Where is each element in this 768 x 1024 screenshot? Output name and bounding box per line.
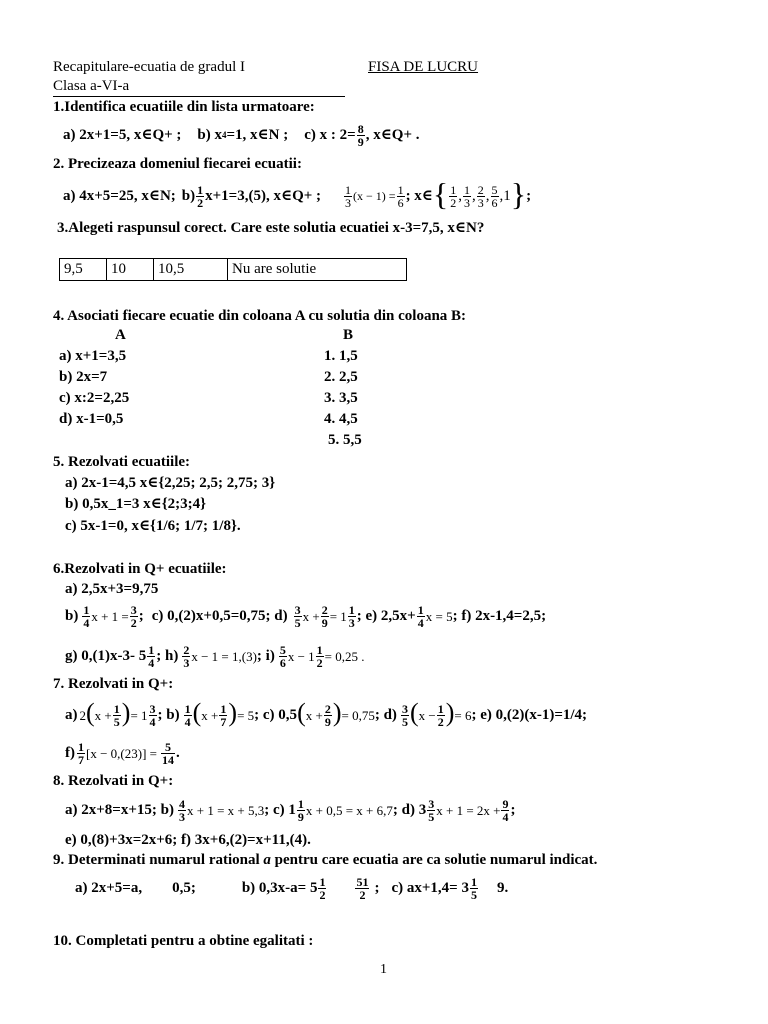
ex6-i-frac1: $\frac{5}{6}$ bbox=[279, 642, 286, 670]
ex7-c: ; c) 0,5 bbox=[254, 706, 298, 723]
ex2-c-fraction1 bbox=[344, 184, 352, 209]
ex2-end: ; bbox=[526, 187, 532, 204]
ex8-c-frac: $\frac{1}{9}$ bbox=[297, 796, 304, 824]
ex9-b: b) 0,3x-a= 5 bbox=[241, 879, 318, 896]
ex7-b-frac2: $\frac{1}{7}$ bbox=[220, 701, 227, 729]
ex6-b-frac2: $\frac{3}{2}$ bbox=[130, 602, 137, 630]
ex3-option-3[interactable]: 10,5 bbox=[154, 259, 228, 281]
ex2-set-open-brace: { bbox=[432, 176, 449, 212]
ex2-a: a) 4x+5=25, x∈N; bbox=[63, 187, 176, 204]
page-number: 1 bbox=[380, 962, 387, 977]
ex1-b-sup: 4 bbox=[222, 129, 227, 140]
ex5-item-b: b) 0,5x_1=3 x∈{2;3;4} bbox=[65, 496, 207, 512]
ex6-d-frac1: $\frac{3}{5}$ bbox=[294, 602, 301, 630]
ex4-a-item-4: d) x-1=0,5 bbox=[59, 411, 124, 427]
ex9-title-post: pentru care ecuatia are ca solutie numarul indicat. bbox=[270, 852, 598, 868]
ex7-d-frac1: $\frac{3}{5}$ bbox=[401, 701, 408, 729]
ex1-c-pre: c) x : 2= bbox=[304, 126, 356, 143]
ex2-items bbox=[63, 176, 531, 216]
ex2-c-post: ; x∈ bbox=[405, 187, 433, 204]
ex6-b-mid: x + 1 = bbox=[91, 608, 129, 624]
ex6-e-frac: $\frac{1}{4}$ bbox=[417, 602, 424, 630]
ex7-c-frac: $\frac{2}{9}$ bbox=[324, 701, 331, 729]
ex8-line-1 bbox=[65, 792, 515, 828]
ex3-option-1[interactable]: 9,5 bbox=[60, 259, 107, 281]
ex9-c-sol: 9. bbox=[496, 879, 509, 896]
ex7-c-open-paren: ( bbox=[297, 698, 306, 727]
ex3-answer-table bbox=[59, 258, 407, 281]
ex6-i: ; i) bbox=[256, 647, 275, 664]
ex7-f-frac1: $\frac{1}{7}$ bbox=[78, 739, 84, 767]
ex7-a-open-paren: ( bbox=[86, 698, 95, 727]
ex2-title: 2. Precizeaza domeniul fiecarei ecuatii: bbox=[53, 156, 302, 172]
ex6-f: ; f) 2x-1,4=2,5; bbox=[452, 607, 547, 624]
ex2-set-close-brace: } bbox=[510, 176, 527, 212]
header-right-title: FISA DE LUCRU bbox=[368, 59, 479, 75]
ex9-b-frac: $\frac{1}{2}$ bbox=[319, 874, 326, 902]
ex2-set-item-3: $\frac{2}{3}$ bbox=[477, 182, 484, 210]
ex7-a-frac2: $\frac{3}{4}$ bbox=[149, 701, 156, 729]
ex9-b-sol-frac: $\frac{51}{2}$ bbox=[356, 874, 369, 902]
ex4-title: 4. Asociati fiecare ecuatie din coloana A cu solutia din coloana B: bbox=[53, 308, 467, 324]
ex2-b-num: 1 bbox=[197, 182, 204, 197]
ex9-a: a) 2x+5=a, bbox=[75, 879, 143, 896]
ex8-line-2: e) 0,(8)+3x=2x+6; f) 3x+6,(2)=x+11,(4). bbox=[65, 832, 311, 848]
ex8-d-end: ; bbox=[510, 801, 516, 818]
ex6-g: g) 0,(1)x-3- 5 bbox=[65, 647, 147, 664]
ex4-a-item-2: b) 2x=7 bbox=[59, 369, 108, 385]
ex4-col-b-header: B bbox=[343, 327, 354, 343]
ex5-item-a: a) 2x-1=4,5 x∈{2,25; 2,5; 2,75; 3} bbox=[65, 475, 276, 491]
ex7-a: a) bbox=[65, 706, 78, 723]
ex7-f: f) bbox=[65, 744, 75, 761]
ex2-b-post: x+1=3,(5), x∈Q+ ; bbox=[205, 187, 322, 204]
ex9-b-end: ; bbox=[374, 879, 380, 896]
ex9-c: c) ax+1,4= 3 bbox=[391, 879, 469, 896]
ex3-option-2[interactable]: 10 bbox=[107, 259, 154, 281]
ex7-d-eq: = 6 bbox=[454, 707, 472, 723]
ex8-d-mid: x + 1 = 2x + bbox=[436, 802, 501, 818]
ex4-b-item-5: 5. 5,5 bbox=[328, 432, 362, 448]
ex7-b: ; b) bbox=[157, 706, 180, 723]
header-left-title: Recapitulare-ecuatia de gradul I bbox=[53, 59, 245, 75]
ex6-g-frac: $\frac{1}{4}$ bbox=[148, 642, 155, 670]
header-underline bbox=[53, 96, 345, 97]
ex6-h: ; h) bbox=[156, 647, 179, 664]
ex6-i-end: = 0,25 . bbox=[324, 648, 365, 664]
ex2-b-pre: b) bbox=[181, 187, 196, 204]
ex2-domain-set: { $\frac{1}{2}$ , $\frac{1}{3}$ , $\frac{2}{3}$ , $\frac{5}{6}$ , 1 } bbox=[432, 176, 527, 212]
ex7-e: ; e) 0,(2)(x-1)=1/4; bbox=[471, 706, 588, 723]
ex8-d-frac: $\frac{3}{5}$ bbox=[428, 796, 435, 824]
ex7-f-in: [x − 0,(23)] = bbox=[86, 745, 157, 761]
ex7-d-open-paren: ( bbox=[409, 698, 419, 727]
ex7-b-eq: = 5 bbox=[237, 707, 255, 723]
ex6-d-eq: = 1 bbox=[329, 608, 347, 624]
ex7-b-open-paren: ( bbox=[192, 698, 202, 727]
ex6-d-frac3: $\frac{1}{3}$ bbox=[348, 602, 355, 630]
ex7-line-2 bbox=[65, 736, 180, 770]
ex4-b-item-3: 3. 3,5 bbox=[324, 390, 358, 406]
ex7-d-frac2: $\frac{1}{2}$ bbox=[437, 701, 444, 729]
ex5-item-c: c) 5x-1=0, x∈{1/6; 1/7; 1/8}. bbox=[65, 518, 241, 534]
ex6-b-end: ; bbox=[138, 607, 144, 624]
header-class: Clasa a-VI-a bbox=[53, 78, 130, 94]
ex6-item-a: a) 2,5x+3=9,75 bbox=[65, 581, 159, 597]
ex7-c-eq: = 0,75 bbox=[341, 707, 375, 723]
ex4-b-item-2: 2. 2,5 bbox=[324, 369, 358, 385]
ex2-b-fraction bbox=[196, 184, 204, 209]
ex1-items bbox=[63, 120, 420, 150]
ex6-b-label: b) bbox=[65, 607, 79, 624]
ex6-i-mid: x − 1 bbox=[287, 648, 315, 664]
ex6-d-frac2: $\frac{2}{9}$ bbox=[321, 602, 328, 630]
ex4-b-item-1: 1. 1,5 bbox=[324, 348, 358, 364]
ex6-e-mid: x = 5 bbox=[425, 608, 453, 624]
ex2-c bbox=[343, 176, 532, 212]
ex7-d-in: x − bbox=[418, 707, 436, 723]
ex1-c-den: 9 bbox=[357, 134, 364, 149]
ex7-b-in: x + bbox=[201, 707, 219, 723]
ex6-line-b bbox=[65, 598, 546, 634]
ex2-c-den2: 6 bbox=[397, 195, 404, 210]
ex8-b-mid: x + 1 = x + 5,3 bbox=[186, 802, 265, 818]
ex3-title: 3.Alegeti raspunsul corect. Care este solutia ecuatiei x-3=7,5, x∈N? bbox=[57, 220, 485, 236]
ex8-c-mid: x + 0,5 = x + 6,7 bbox=[305, 802, 393, 818]
ex2-set-item-last: 1 bbox=[503, 187, 511, 204]
ex8-d-frac2: $\frac{9}{4}$ bbox=[502, 796, 509, 824]
ex9-c-frac: $\frac{1}{5}$ bbox=[470, 874, 477, 902]
ex8-d: ; d) 3 bbox=[392, 801, 427, 818]
ex8-a-b: a) 2x+8=x+15; b) bbox=[65, 801, 174, 818]
ex9-title-var: a bbox=[263, 852, 271, 868]
ex2-b-den: 2 bbox=[197, 195, 204, 210]
ex1-c-post: , x∈Q+ . bbox=[365, 126, 420, 143]
ex7-f-end: . bbox=[175, 744, 180, 761]
ex1-b-post: =1, x∈N ; bbox=[226, 126, 289, 143]
ex1-c-num: 8 bbox=[357, 121, 364, 136]
ex4-b-item-4: 4. 4,5 bbox=[324, 411, 358, 427]
ex8-c: ; c) 1 bbox=[264, 801, 296, 818]
ex3-option-4[interactable]: Nu are solutie bbox=[228, 259, 407, 281]
ex7-a-eq: = 1 bbox=[130, 707, 148, 723]
ex7-c-in: x + bbox=[305, 707, 323, 723]
ex2-set-item-1: $\frac{1}{2}$ bbox=[450, 182, 457, 210]
ex6-e: ; e) 2,5x+ bbox=[356, 607, 416, 624]
ex6-line-g bbox=[65, 638, 365, 674]
ex6-h-mid: x − 1 = 1,(3) bbox=[191, 648, 257, 664]
ex2-c-fraction2 bbox=[397, 184, 405, 209]
ex2-c-den1: 3 bbox=[345, 195, 352, 210]
ex9-title bbox=[53, 853, 597, 868]
ex2-c-mid: (x − 1) = bbox=[353, 189, 396, 203]
ex7-d: ; d) bbox=[374, 706, 397, 723]
ex1-title: 1.Identifica ecuatiile din lista urmatoare: bbox=[53, 99, 315, 115]
ex6-i-frac2: $\frac{1}{2}$ bbox=[316, 642, 323, 670]
ex2-set-item-4: $\frac{5}{6}$ bbox=[491, 182, 498, 210]
ex1-a: a) 2x+1=5, x∈Q+ ; bbox=[63, 126, 182, 143]
ex10-title: 10. Completati pentru a obtine egalitati : bbox=[53, 933, 314, 949]
ex7-a-in: x + bbox=[94, 707, 112, 723]
ex7-f-frac2: $\frac{5}{14}$ bbox=[161, 739, 174, 767]
ex7-a-frac: $\frac{1}{5}$ bbox=[113, 701, 120, 729]
ex7-b-frac1: $\frac{1}{4}$ bbox=[184, 701, 191, 729]
ex2-c-num2: 1 bbox=[397, 182, 404, 197]
ex7-c-close-paren: ) bbox=[332, 698, 342, 727]
ex6-h-frac: $\frac{2}{3}$ bbox=[183, 642, 190, 670]
ex9-title-pre: 9. Determinati numarul rational bbox=[53, 852, 264, 868]
ex2-set-item-2: $\frac{1}{3}$ bbox=[464, 182, 471, 210]
ex8-title: 8. Rezolvati in Q+: bbox=[53, 773, 174, 789]
ex1-c-fraction bbox=[357, 123, 365, 148]
ex6-c: c) 0,(2)x+0,5=0,75; d) bbox=[151, 607, 288, 624]
ex7-a-coef: 2 bbox=[79, 707, 86, 723]
ex7-d-close-paren: ) bbox=[445, 698, 455, 727]
ex6-b-frac1: $\frac{1}{4}$ bbox=[83, 602, 90, 630]
ex5-title: 5. Rezolvati ecuatiile: bbox=[53, 454, 191, 470]
ex4-col-a-header: A bbox=[115, 327, 126, 343]
ex4-a-item-3: c) x:2=2,25 bbox=[59, 390, 130, 406]
ex4-a-item-1: a) x+1=3,5 bbox=[59, 348, 127, 364]
ex2-c-num1: 1 bbox=[345, 182, 352, 197]
ex6-title: 6.Rezolvati in Q+ ecuatiile: bbox=[53, 561, 227, 577]
ex9-items bbox=[75, 868, 508, 908]
ex7-title: 7. Rezolvati in Q+: bbox=[53, 676, 174, 692]
ex7-line-1 bbox=[65, 696, 587, 734]
ex6-d-mid: x + bbox=[302, 608, 320, 624]
ex7-a-close-paren: ) bbox=[121, 698, 131, 727]
ex8-b-frac: $\frac{4}{3}$ bbox=[178, 796, 185, 824]
ex7-b-close-paren: ) bbox=[228, 698, 238, 727]
ex9-a-sol: 0,5; bbox=[172, 879, 196, 896]
ex1-b-pre: b) x bbox=[197, 126, 222, 143]
